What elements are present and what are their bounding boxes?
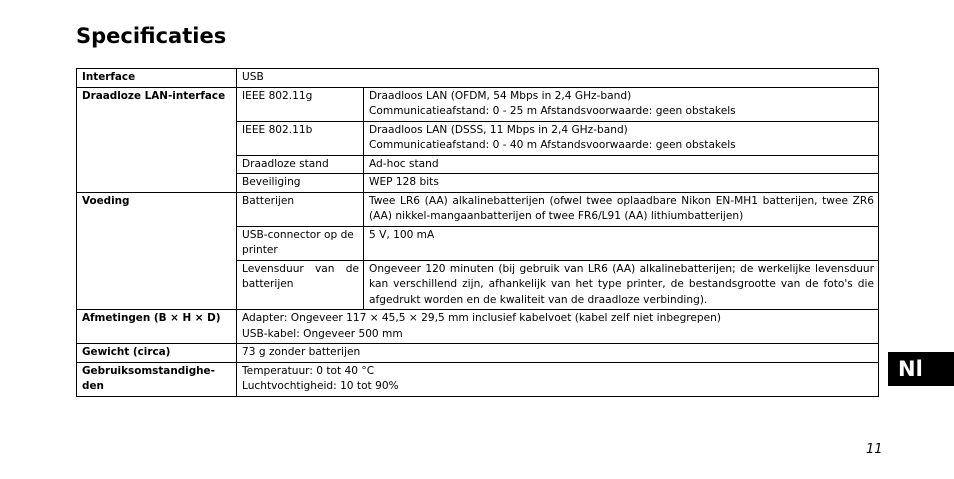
value-weight: 73 g zonder batterijen [237, 344, 879, 363]
value-80211g [364, 87, 879, 121]
table-row [77, 362, 879, 396]
value-line: Draadloos LAN (DSSS, 11 Mbps in 2,4 GHz-band) [369, 123, 628, 136]
sub-label-battery-life: Levensduur van de batterijen [237, 260, 364, 310]
specifications-table [76, 68, 879, 397]
table-row [77, 192, 879, 226]
sub-label-80211b: IEEE 802.11b [237, 121, 364, 155]
value-line: Communicatieafstand: 0 - 25 m Afstandsvoorwaarde: geen obstakels [369, 105, 736, 117]
table-row [77, 69, 879, 88]
sub-label-usb-connector: USB-connector op de printer [237, 226, 364, 260]
sub-label-wireless-mode: Draadloze stand [237, 155, 364, 174]
value-security: WEP 128 bits [364, 174, 879, 193]
sub-label-batteries: Batterijen [237, 192, 364, 226]
sub-label-80211g: IEEE 802.11g [237, 87, 364, 121]
row-label-interface: Interface [77, 69, 237, 88]
value-80211b [364, 121, 879, 155]
value-battery-life: Ongeveer 120 minuten (bij gebruik van LR6 (AA) alkalinebatterijen; de werkelijke levensduur kan verschillend zijn, afhankelijk van het type printer, de bestandsgrootte van de foto's die afgedrukt worden en de kwaliteit van de draadloze verbinding). [364, 260, 879, 310]
table-row [77, 87, 879, 121]
sub-label-security: Beveiliging [237, 174, 364, 193]
table-row [77, 344, 879, 363]
language-tab-badge: Nl [888, 352, 954, 386]
row-label-weight: Gewicht (circa) [77, 344, 237, 363]
row-label-wlan: Draadloze LAN-interface [77, 87, 237, 192]
table-row [77, 310, 879, 344]
value-environment [237, 362, 879, 396]
value-batteries: Twee LR6 (AA) alkalinebatterijen (ofwel twee oplaadbare Nikon EN-MH1 batterijen, twee ZR6 (AA) nikkel-mangaanbatterijen of twee FR6/L91 (AA) lithiumbatterijen) [364, 192, 879, 226]
value-line: Draadloos LAN (OFDM, 54 Mbps in 2,4 GHz-band) [369, 89, 632, 102]
value-usb-connector: 5 V, 100 mA [364, 226, 879, 260]
value-line: USB-kabel: Ongeveer 500 mm [242, 327, 403, 340]
row-label-dimensions: Afmetingen (B × H × D) [77, 310, 237, 344]
value-interface: USB [237, 69, 879, 88]
row-label-environment: Gebruiksomstandighe-den [77, 362, 237, 396]
value-line: Adapter: Ongeveer 117 × 45,5 × 29,5 mm inclusief kabelvoet (kabel zelf niet inbegrepen) [242, 312, 722, 324]
value-dimensions [237, 310, 879, 344]
value-line: Communicatieafstand: 0 - 40 m Afstandsvoorwaarde: geen obstakels [369, 139, 736, 151]
row-label-power: Voeding [77, 192, 237, 310]
value-line: Temperatuur: 0 tot 40 °C [242, 364, 375, 377]
value-line: Luchtvochtigheid: 10 tot 90% [242, 380, 399, 392]
page-number: 11 [866, 442, 883, 457]
page-title: Specificaties [76, 24, 227, 48]
value-wireless-mode: Ad-hoc stand [364, 155, 879, 174]
